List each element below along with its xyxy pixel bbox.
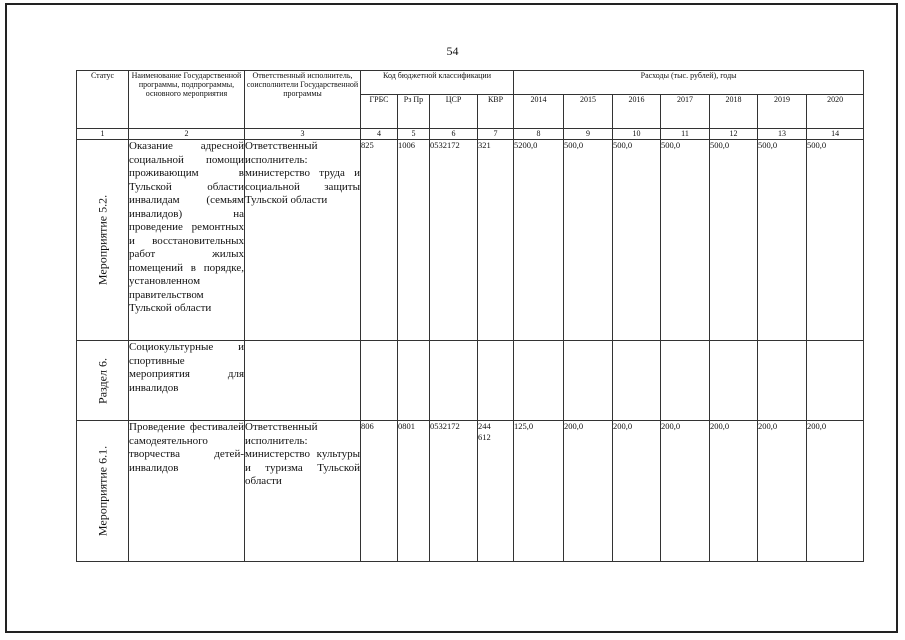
column-number: 5 bbox=[398, 129, 430, 140]
row-value-2016: 500,0 bbox=[613, 140, 661, 341]
row-name: Проведение фестивалей самодеятельного творчества детей-инвалидов bbox=[129, 421, 245, 562]
row-value-2016: 200,0 bbox=[613, 421, 661, 562]
row-csr: 0532172 bbox=[430, 421, 478, 562]
row-name: Социокультурные и спортивные мероприятия для инвалидов bbox=[129, 341, 245, 421]
header-status: Статус bbox=[77, 71, 129, 129]
row-grbs bbox=[361, 341, 398, 421]
header-budget-code: Код бюджетной классификации bbox=[361, 71, 514, 95]
header-code-csr: ЦСР bbox=[430, 95, 478, 129]
header-expenses: Расходы (тыс. рублей), годы bbox=[514, 71, 864, 95]
table-row bbox=[77, 341, 864, 421]
row-kvr-code: 612 bbox=[478, 432, 491, 442]
row-value-2017: 200,0 bbox=[661, 421, 710, 562]
table-row bbox=[77, 421, 864, 562]
column-number: 8 bbox=[514, 129, 564, 140]
row-grbs: 806 bbox=[361, 421, 398, 562]
column-number: 10 bbox=[613, 129, 661, 140]
budget-table bbox=[76, 70, 864, 562]
row-value-2018: 500,0 bbox=[710, 140, 758, 341]
header-code-rzpr: Рз Пр bbox=[398, 95, 430, 129]
column-number: 14 bbox=[807, 129, 864, 140]
table-row bbox=[77, 140, 864, 341]
row-rzpr: 0801 bbox=[398, 421, 430, 562]
row-kvr bbox=[478, 140, 514, 341]
row-value-2019 bbox=[758, 341, 807, 421]
header-year-2018: 2018 bbox=[710, 95, 758, 129]
row-executor: Ответственный исполнитель: министерство культуры и туризма Тульской области bbox=[245, 421, 361, 562]
header-year-2020: 2020 bbox=[807, 95, 864, 129]
column-number: 7 bbox=[478, 129, 514, 140]
row-value-2014: 5200,0 bbox=[514, 140, 564, 341]
header-year-2019: 2019 bbox=[758, 95, 807, 129]
column-number: 2 bbox=[129, 129, 245, 140]
header-year-2014: 2014 bbox=[514, 95, 564, 129]
column-number: 9 bbox=[564, 129, 613, 140]
row-value-2014: 125,0 bbox=[514, 421, 564, 562]
row-value-2018: 200,0 bbox=[710, 421, 758, 562]
row-kvr bbox=[478, 341, 514, 421]
header-name: Наименование Государственной программы, подпрограммы, основного мероприятия bbox=[129, 71, 245, 129]
row-value-2017: 500,0 bbox=[661, 140, 710, 341]
header-year-2015: 2015 bbox=[564, 95, 613, 129]
row-value-2020 bbox=[807, 341, 864, 421]
page-number: 54 bbox=[446, 44, 459, 58]
row-status bbox=[77, 341, 129, 421]
header-year-2017: 2017 bbox=[661, 95, 710, 129]
row-kvr-code: 244 bbox=[478, 421, 491, 431]
row-kvr-code: 321 bbox=[478, 140, 491, 150]
row-rzpr: 1006 bbox=[398, 140, 430, 341]
header-executor: Ответственный исполнитель, соисполнители Государственной программы bbox=[245, 71, 361, 129]
row-value-2015 bbox=[564, 341, 613, 421]
row-csr: 0532172 bbox=[430, 140, 478, 341]
row-value-2018 bbox=[710, 341, 758, 421]
column-number: 12 bbox=[710, 129, 758, 140]
column-number: 11 bbox=[661, 129, 710, 140]
row-executor bbox=[245, 341, 361, 421]
header-code-kvr: КВР bbox=[478, 95, 514, 129]
row-value-2016 bbox=[613, 341, 661, 421]
row-status bbox=[77, 421, 129, 562]
row-value-2020: 200,0 bbox=[807, 421, 864, 562]
row-value-2019: 500,0 bbox=[758, 140, 807, 341]
column-numbers-row bbox=[77, 129, 864, 140]
header-code-grbs: ГРБС bbox=[361, 95, 398, 129]
row-status bbox=[77, 140, 129, 341]
row-value-2015: 500,0 bbox=[564, 140, 613, 341]
column-number: 1 bbox=[77, 129, 129, 140]
row-value-2015: 200,0 bbox=[564, 421, 613, 562]
header-year-2016: 2016 bbox=[613, 95, 661, 129]
column-number: 3 bbox=[245, 129, 361, 140]
row-value-2017 bbox=[661, 341, 710, 421]
row-status-label: Мероприятие 6.1. bbox=[95, 445, 109, 537]
column-number: 6 bbox=[430, 129, 478, 140]
row-kvr bbox=[478, 421, 514, 562]
row-value-2020: 500,0 bbox=[807, 140, 864, 341]
column-number: 13 bbox=[758, 129, 807, 140]
row-rzpr bbox=[398, 341, 430, 421]
row-csr bbox=[430, 341, 478, 421]
column-number: 4 bbox=[361, 129, 398, 140]
row-name: Оказание адресной социальной помощи проживающим в Тульской области инвалидам (семьям инвалидов) на проведение ремонтных и восстановительных работ жилых помещений в порядке, установленном правительством Тульской области bbox=[129, 140, 245, 341]
row-grbs: 825 bbox=[361, 140, 398, 341]
row-value-2014 bbox=[514, 341, 564, 421]
row-status-label: Мероприятие 5.2. bbox=[95, 194, 109, 286]
row-status-label: Раздел 6. bbox=[95, 357, 109, 404]
row-value-2019: 200,0 bbox=[758, 421, 807, 562]
row-executor: Ответственный исполнитель: министерство труда и социальной защиты Тульской области bbox=[245, 140, 361, 341]
